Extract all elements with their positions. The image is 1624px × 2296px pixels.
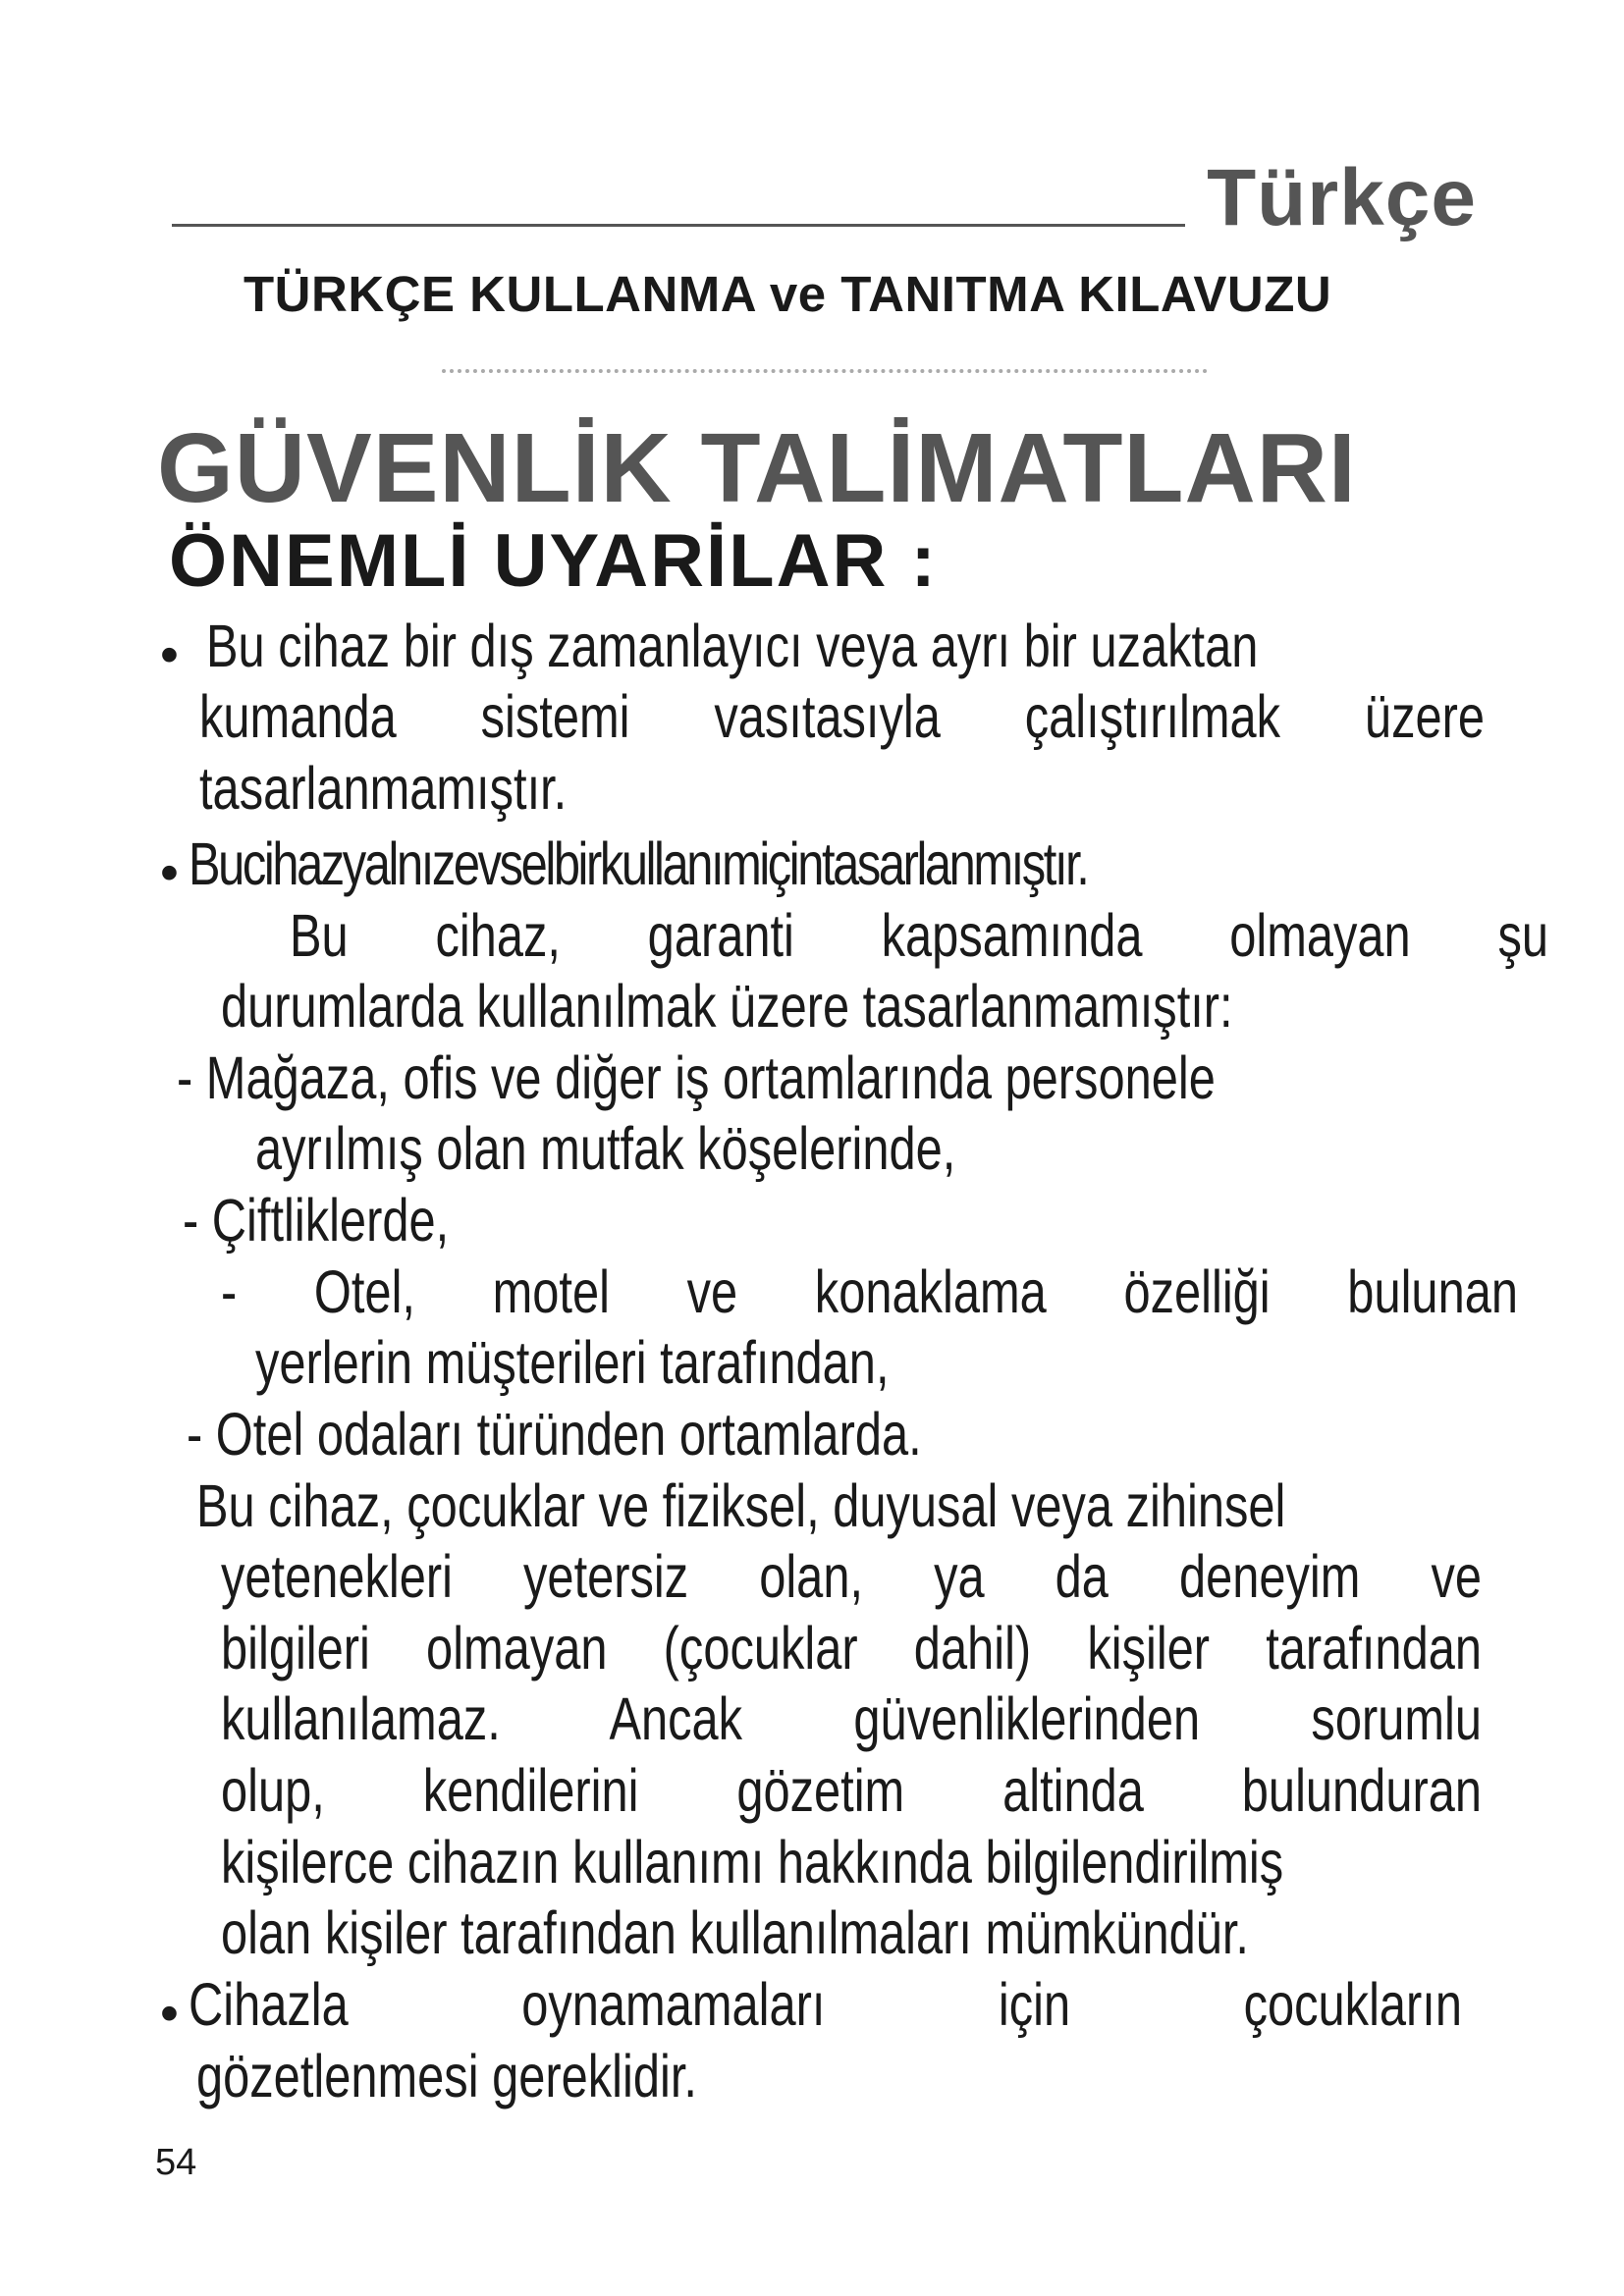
text-line: yerlerin müşterileri tarafından,: [255, 1329, 890, 1396]
text-line: Bu cihaz bir dış zamanlayıcı veya ayrı bir uzaktan: [206, 613, 1259, 679]
text-line: kullanılamaz. Ancak güvenliklerinden sorumlu: [221, 1685, 1482, 1752]
text-line: kişilerce cihazın kullanımı hakkında bilgilendirilmiş: [221, 1829, 1284, 1896]
text-line: tasarlanmamıştır.: [199, 755, 568, 822]
language-label: Türkçe: [1207, 153, 1477, 242]
text-line: - Mağaza, ofis ve diğer iş ortamlarında personele: [177, 1044, 1216, 1111]
text-line: olan kişiler tarafından kullanılmaları mümkündür.: [221, 1899, 1249, 1966]
text-line: - Otel odaları türünden ortamlarda.: [187, 1401, 922, 1468]
text-line: Bu cihaz, çocuklar ve fiziksel, duyusal veya zihinsel: [196, 1472, 1286, 1539]
section-title: GÜVENLİK TALİMATLARI: [157, 413, 1357, 523]
text-line: olup, kendilerini gözetim altinda bulunduran: [221, 1757, 1482, 1824]
manual-title: TÜRKÇE KULLANMA ve TANITMA KILAVUZU: [244, 266, 1332, 322]
text-line: yetenekleri yetersiz olan, ya da deneyim ve: [221, 1543, 1482, 1610]
bullet-icon: •: [160, 1984, 179, 2043]
text-line: ayrılmış olan mutfak köşelerinde,: [255, 1115, 956, 1182]
text-line: - Otel, motel ve konaklama özelliği bulunan: [221, 1258, 1518, 1325]
text-line: - Çiftliklerde,: [183, 1187, 450, 1254]
bullet-icon: •: [160, 625, 179, 684]
text-line: bilgileri olmayan (çocuklar dahil) kişiler tarafından: [221, 1615, 1482, 1682]
text-line: durumlarda kullanılmak üzere tasarlanmamıştır:: [221, 973, 1233, 1040]
header-rule: [172, 224, 1185, 227]
text-line: gözetlenmesi gereklidir.: [196, 2043, 697, 2109]
page-number: 54: [155, 2142, 197, 2183]
text-line: kumanda sistemi vasıtasıyla çalıştırılmak üzere: [199, 683, 1485, 750]
bullet-icon: •: [160, 843, 179, 902]
dotted-divider: [442, 369, 1208, 373]
text-line: Bu cihaz, garanti kapsamında olmayan şu: [290, 902, 1548, 969]
section-subtitle: ÖNEMLİ UYARİLAR :: [169, 519, 938, 603]
text-line: Cihazla oynamamaları için çocukların: [189, 1971, 1462, 2038]
text-line: Bucihazyalnızevselbirkullanımiçintasarlanmıştır.: [189, 830, 1088, 897]
